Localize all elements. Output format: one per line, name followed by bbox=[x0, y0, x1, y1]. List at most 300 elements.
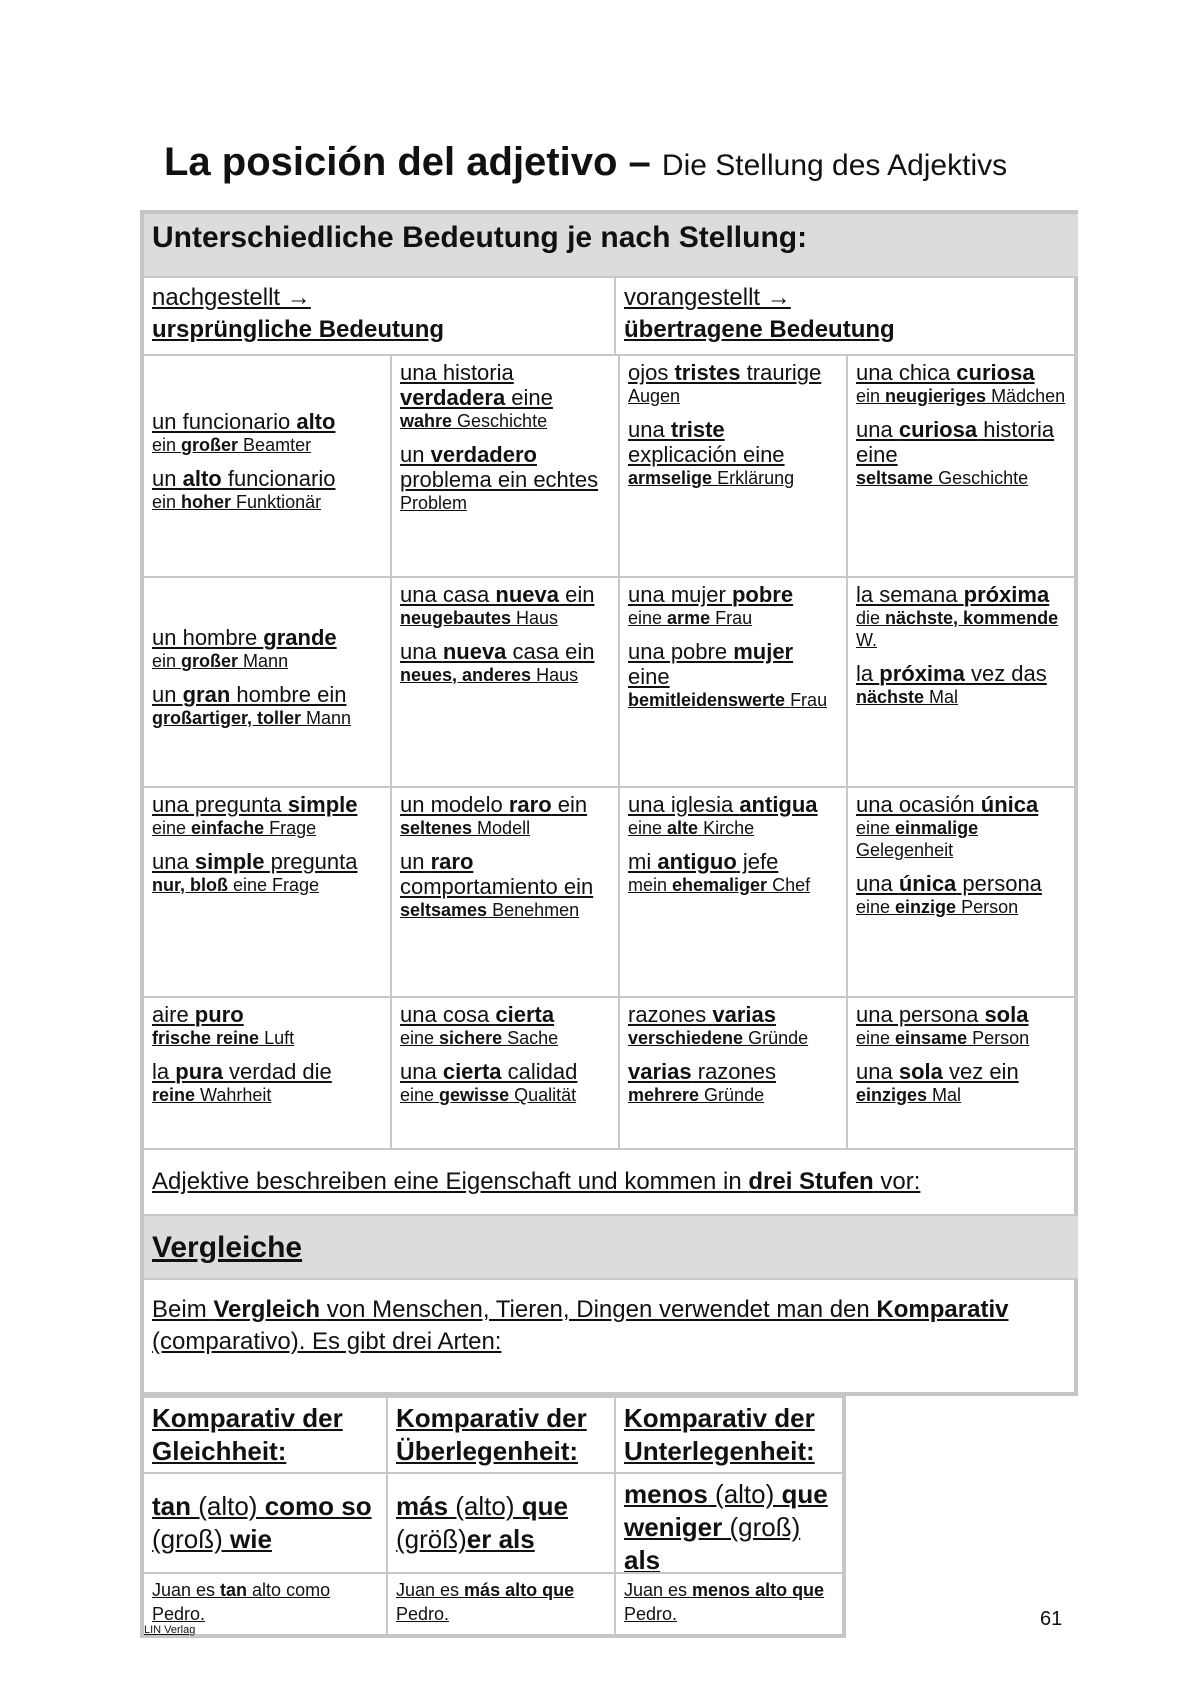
spanish-phrase-part: simple bbox=[287, 792, 358, 817]
spanish-phrase-part: tristes bbox=[674, 360, 741, 385]
german-translation bbox=[400, 899, 610, 921]
spanish-phrase-part: persona bbox=[956, 871, 1042, 896]
german-translation-part: verschiedene bbox=[628, 1028, 744, 1048]
german-translation bbox=[856, 896, 1070, 918]
example-cell-content bbox=[152, 360, 382, 572]
spanish-phrase-part: razones bbox=[628, 1002, 713, 1027]
german-translation-part: Funktionär bbox=[231, 492, 322, 512]
german-translation-part: Geschichte bbox=[452, 411, 548, 431]
example-part: Pedro. bbox=[624, 1604, 678, 1624]
spanish-phrase bbox=[400, 582, 610, 607]
komparativ-example bbox=[386, 1572, 614, 1634]
example-entry bbox=[628, 1002, 838, 1049]
german-translation-part: Frau bbox=[785, 690, 828, 710]
spanish-phrase bbox=[400, 442, 610, 492]
formula-part: más bbox=[396, 1491, 449, 1521]
example-cell-content bbox=[628, 582, 838, 711]
spanish-phrase-part: la bbox=[856, 661, 880, 686]
spanish-phrase bbox=[400, 1059, 610, 1084]
intro-pre: Beim bbox=[152, 1296, 214, 1323]
section-heading bbox=[144, 214, 1078, 276]
german-translation-part: seltsame bbox=[856, 468, 934, 488]
spanish-phrase-part: hombre ein bbox=[230, 682, 347, 707]
german-translation-part: Problem bbox=[400, 493, 468, 513]
spanish-phrase-part: próxima bbox=[963, 582, 1050, 607]
german-translation-part: eine bbox=[628, 608, 668, 628]
example-cell bbox=[144, 996, 390, 1148]
spanish-phrase bbox=[628, 792, 838, 817]
vergleiche-intro-text bbox=[152, 1284, 1070, 1358]
german-translation-part: einmalige bbox=[895, 818, 979, 838]
spanish-phrase-part: cierta bbox=[442, 1059, 502, 1084]
example-entry bbox=[152, 849, 382, 896]
german-translation bbox=[152, 1027, 382, 1049]
spanish-phrase bbox=[628, 417, 838, 467]
example-cell-content bbox=[628, 360, 838, 489]
formula-part: (alto) bbox=[191, 1491, 265, 1521]
vergleiche-intro bbox=[144, 1278, 1078, 1396]
german-translation-part: die bbox=[856, 608, 886, 628]
german-translation bbox=[628, 607, 838, 629]
german-translation-part: nur, bloß bbox=[152, 875, 228, 895]
spanish-phrase-part: verdadera bbox=[400, 385, 506, 410]
spanish-phrase-part: única bbox=[980, 792, 1039, 817]
adjektive-bold: drei Stufen bbox=[748, 1168, 874, 1195]
example-entry bbox=[856, 871, 1070, 918]
german-translation-part: ehemaliger bbox=[672, 875, 768, 895]
spanish-phrase-part: problema ein bbox=[400, 467, 534, 492]
spanish-phrase bbox=[400, 639, 610, 664]
spanish-phrase-part: gran bbox=[182, 682, 231, 707]
spanish-phrase-part: calidad bbox=[501, 1059, 578, 1084]
spanish-phrase-part: una casa bbox=[400, 582, 496, 607]
adjective-table bbox=[140, 210, 1078, 1396]
spanish-phrase-part: un bbox=[152, 682, 183, 707]
spanish-phrase bbox=[152, 849, 382, 874]
example-entry bbox=[400, 792, 610, 839]
col-head-left-line1: nachgestellt → bbox=[152, 284, 311, 311]
example-cell-content bbox=[152, 582, 382, 782]
spanish-phrase bbox=[400, 792, 610, 817]
spanish-phrase-part: curiosa bbox=[898, 417, 978, 442]
german-translation-part: mehrere bbox=[628, 1085, 700, 1105]
spanish-phrase-part: un bbox=[400, 442, 431, 467]
komparativ-head bbox=[140, 1396, 386, 1472]
spanish-phrase-part: ojos bbox=[628, 360, 675, 385]
spanish-phrase bbox=[628, 1002, 838, 1027]
example-cell-content bbox=[152, 792, 382, 896]
spanish-phrase-part: una ocasión bbox=[856, 792, 981, 817]
col-head-left bbox=[144, 276, 614, 354]
spanish-phrase-part: un modelo bbox=[400, 792, 509, 817]
german-translation-part: wahre bbox=[400, 411, 453, 431]
example-cell bbox=[618, 996, 846, 1148]
example-entry bbox=[628, 792, 838, 839]
spanish-phrase bbox=[152, 682, 382, 707]
spanish-phrase-part: razones bbox=[691, 1059, 777, 1084]
german-translation-part: Beamter bbox=[238, 435, 312, 455]
example-entry bbox=[628, 360, 838, 407]
german-translation-part: Gründe bbox=[743, 1028, 809, 1048]
german-translation-part: einziges bbox=[856, 1085, 928, 1105]
page-number: 61 bbox=[1040, 1608, 1063, 1630]
example-entry bbox=[152, 792, 382, 839]
formula-part: que weniger bbox=[624, 1479, 828, 1542]
intro-bold2: Komparativ bbox=[876, 1296, 1009, 1323]
komparativ-example-text bbox=[396, 1578, 606, 1626]
german-translation-part: Frage bbox=[264, 818, 317, 838]
komparativ-formula-text bbox=[152, 1478, 378, 1556]
german-translation bbox=[856, 1027, 1070, 1049]
spanish-phrase bbox=[400, 849, 610, 899]
spanish-phrase-part: un hombre bbox=[152, 625, 264, 650]
col-head-right-line2: übertragene Bedeutung bbox=[624, 316, 895, 343]
spanish-phrase-part: un bbox=[400, 849, 431, 874]
formula-part: so bbox=[334, 1491, 372, 1521]
example-cell-content bbox=[856, 1002, 1070, 1106]
german-translation-part: großer bbox=[181, 435, 239, 455]
komparativ-formula bbox=[614, 1472, 842, 1572]
spanish-phrase-part: sola bbox=[984, 1002, 1029, 1027]
komparativ-formula-text bbox=[396, 1478, 606, 1556]
spanish-phrase-part: curiosa bbox=[956, 360, 1035, 385]
german-translation-part: gewisse bbox=[439, 1085, 510, 1105]
german-translation-part: sichere bbox=[439, 1028, 503, 1048]
german-translation bbox=[400, 492, 610, 514]
example-entry bbox=[400, 639, 610, 686]
spanish-phrase-part: varias bbox=[628, 1059, 692, 1084]
german-translation bbox=[856, 1084, 1070, 1106]
formula-part: como bbox=[264, 1491, 335, 1521]
example-entry bbox=[152, 1059, 382, 1106]
spanish-phrase-part: simple bbox=[194, 849, 265, 874]
spanish-phrase-part: explicación eine bbox=[628, 442, 785, 467]
german-translation-part: Frau bbox=[710, 608, 753, 628]
intro-bold1: Vergleich bbox=[213, 1296, 321, 1323]
german-translation-part: eine bbox=[400, 1085, 440, 1105]
german-translation bbox=[856, 686, 1070, 708]
german-translation-part: Gelegenheit bbox=[856, 840, 954, 860]
example-part: menos alto que bbox=[692, 1580, 825, 1600]
german-translation bbox=[628, 385, 838, 407]
spanish-phrase-part: una pregunta bbox=[152, 792, 288, 817]
col-head-right-line1: vorangestellt → bbox=[624, 284, 791, 311]
german-translation bbox=[400, 1027, 610, 1049]
spanish-phrase bbox=[152, 625, 382, 650]
intro-post: (comparativo). Es gibt drei Arten: bbox=[152, 1328, 502, 1355]
german-translation-part: eine bbox=[628, 818, 668, 838]
german-translation bbox=[152, 817, 382, 839]
example-entry bbox=[856, 417, 1070, 489]
example-cell bbox=[618, 354, 846, 576]
title-main: La posición del adjetivo bbox=[164, 140, 618, 184]
vergleiche-heading-text: Vergleiche bbox=[152, 1231, 303, 1264]
example-cell bbox=[846, 576, 1078, 786]
formula-part: (alto) bbox=[707, 1479, 782, 1509]
german-translation bbox=[400, 817, 610, 839]
spanish-phrase-part: cierta bbox=[495, 1002, 555, 1027]
adjektive-pre: Adjektive beschreiben eine Eigenschaft und kommen in bbox=[152, 1168, 749, 1195]
formula-part: wie bbox=[230, 1524, 272, 1554]
spanish-phrase bbox=[628, 639, 838, 689]
spanish-phrase-part: una cosa bbox=[400, 1002, 496, 1027]
spanish-phrase-part: un bbox=[152, 466, 183, 491]
spanish-phrase-part: una bbox=[856, 1059, 899, 1084]
german-translation-part: Haus bbox=[531, 665, 579, 685]
spanish-phrase-part: funcionario bbox=[221, 466, 336, 491]
spanish-phrase-part: una mujer bbox=[628, 582, 732, 607]
spanish-phrase-part: pura bbox=[175, 1059, 223, 1084]
spanish-phrase-part: pobre bbox=[731, 582, 794, 607]
german-translation-part: Person bbox=[956, 897, 1019, 917]
spanish-phrase-part: una historia bbox=[400, 360, 514, 385]
spanish-phrase-part: una bbox=[856, 871, 899, 896]
spanish-phrase-part: verdad die bbox=[222, 1059, 332, 1084]
example-cell bbox=[618, 786, 846, 996]
spanish-phrase bbox=[856, 582, 1070, 607]
komparativ-formula bbox=[386, 1472, 614, 1572]
spanish-phrase bbox=[628, 849, 838, 874]
german-translation-part: Wahrheit bbox=[195, 1085, 272, 1105]
spanish-phrase-part: eine bbox=[505, 385, 553, 410]
example-entry bbox=[856, 1059, 1070, 1106]
intro-mid: von Menschen, Tieren, Dingen verwendet man den bbox=[320, 1296, 877, 1323]
spanish-phrase-part: puro bbox=[194, 1002, 244, 1027]
german-translation-part: alte bbox=[667, 818, 699, 838]
example-part: Juan es bbox=[396, 1580, 465, 1600]
komparativ-head-text: Komparativ der Gleichheit: bbox=[152, 1403, 343, 1466]
title-sub: Die Stellung des Adjektivs bbox=[661, 149, 1008, 182]
german-translation bbox=[628, 1084, 838, 1106]
german-translation-part: einzige bbox=[895, 897, 957, 917]
german-translation-part: Person bbox=[967, 1028, 1030, 1048]
german-translation-part: eine bbox=[856, 897, 896, 917]
spanish-phrase-part: comportamiento ein bbox=[400, 874, 594, 899]
example-cell bbox=[144, 576, 390, 786]
german-translation-part: seltenes bbox=[400, 818, 473, 838]
formula-part: als bbox=[624, 1545, 661, 1572]
spanish-phrase-part: una pobre bbox=[628, 639, 734, 664]
spanish-phrase bbox=[856, 1059, 1070, 1084]
example-entry bbox=[628, 417, 838, 489]
spanish-phrase bbox=[152, 409, 382, 434]
spanish-phrase-part: varias bbox=[712, 1002, 777, 1027]
komparativ-formula-text bbox=[624, 1478, 834, 1572]
formula-part: (alto) bbox=[448, 1491, 522, 1521]
formula-part: (größ) bbox=[396, 1524, 467, 1554]
example-cell bbox=[390, 786, 618, 996]
example-cell-content bbox=[400, 582, 610, 686]
german-translation-part: Mann bbox=[238, 651, 289, 671]
komparativ-head-text: Komparativ der Überlegenheit: bbox=[396, 1403, 587, 1466]
example-cell-content bbox=[628, 1002, 838, 1106]
spanish-phrase-part: alto bbox=[182, 466, 222, 491]
example-entry bbox=[152, 466, 382, 513]
formula-part: er als bbox=[466, 1524, 535, 1554]
example-part: más alto que bbox=[464, 1580, 575, 1600]
example-entry bbox=[400, 1059, 610, 1106]
example-entry bbox=[152, 625, 382, 672]
example-cell-content bbox=[400, 360, 610, 514]
german-translation bbox=[628, 689, 838, 711]
example-entry bbox=[856, 360, 1070, 407]
spanish-phrase-part: vez das bbox=[964, 661, 1047, 686]
example-cell bbox=[390, 996, 618, 1148]
german-translation-part: Modell bbox=[472, 818, 531, 838]
example-entry bbox=[628, 849, 838, 896]
german-translation bbox=[400, 607, 610, 629]
german-translation-part: eine Frage bbox=[228, 875, 320, 895]
example-entry bbox=[856, 1002, 1070, 1049]
german-translation-part: Kirche bbox=[698, 818, 755, 838]
german-translation-part: Gründe bbox=[699, 1085, 765, 1105]
example-cell bbox=[390, 354, 618, 576]
german-translation-part: Mal bbox=[927, 1085, 962, 1105]
title-dash: – bbox=[628, 140, 651, 184]
formula-part: tan bbox=[152, 1491, 191, 1521]
example-entry bbox=[628, 1059, 838, 1106]
german-translation-part: großer bbox=[181, 651, 239, 671]
formula-part: que bbox=[521, 1491, 568, 1521]
example-cell-content bbox=[856, 582, 1070, 708]
german-translation bbox=[152, 650, 382, 672]
german-translation bbox=[856, 467, 1070, 489]
german-translation-part: großartiger, toller bbox=[152, 708, 302, 728]
example-part: alto como Pedro. bbox=[152, 1580, 331, 1624]
example-cell bbox=[846, 354, 1078, 576]
german-translation bbox=[628, 817, 838, 839]
example-cell bbox=[390, 576, 618, 786]
german-translation-part: ein bbox=[152, 492, 182, 512]
spanish-phrase-part: pregunta bbox=[264, 849, 358, 874]
spanish-phrase bbox=[400, 360, 610, 410]
spanish-phrase-part: una persona bbox=[856, 1002, 985, 1027]
spanish-phrase-part: aire bbox=[152, 1002, 195, 1027]
spanish-phrase bbox=[856, 661, 1070, 686]
spanish-phrase-part: una iglesia bbox=[628, 792, 740, 817]
spanish-phrase-part: una bbox=[856, 417, 899, 442]
spanish-phrase bbox=[856, 360, 1070, 385]
example-cell-content bbox=[856, 792, 1070, 918]
example-entry bbox=[152, 682, 382, 729]
example-cell-content bbox=[400, 1002, 610, 1106]
example-entry bbox=[856, 792, 1070, 861]
example-entry bbox=[400, 1002, 610, 1049]
spanish-phrase-part: antigua bbox=[739, 792, 818, 817]
german-translation-part: neugebautes bbox=[400, 608, 512, 628]
spanish-phrase-part: una chica bbox=[856, 360, 957, 385]
spanish-phrase-part: nueva bbox=[495, 582, 559, 607]
spanish-phrase-part: una bbox=[152, 849, 195, 874]
page-title bbox=[164, 140, 1007, 185]
spanish-phrase-part: jefe bbox=[736, 849, 779, 874]
example-cell bbox=[618, 576, 846, 786]
german-translation-part: einsame bbox=[895, 1028, 968, 1048]
example-cell-content bbox=[400, 792, 610, 921]
german-translation bbox=[856, 385, 1070, 407]
german-translation-part: ein bbox=[152, 651, 182, 671]
example-entry bbox=[152, 409, 382, 456]
example-entry bbox=[400, 442, 610, 514]
section-heading-text: Unterschiedliche Bedeutung je nach Stellung: bbox=[152, 221, 808, 254]
german-translation bbox=[152, 1084, 382, 1106]
spanish-phrase-part: historia eine bbox=[856, 417, 1055, 467]
komparativ-formula bbox=[140, 1472, 386, 1572]
german-translation bbox=[628, 1027, 838, 1049]
example-cell bbox=[846, 786, 1078, 996]
german-translation-part: armselige bbox=[628, 468, 713, 488]
spanish-phrase-part: una bbox=[400, 1059, 443, 1084]
spanish-phrase bbox=[856, 1002, 1070, 1027]
german-translation bbox=[152, 434, 382, 456]
spanish-phrase-part: sola bbox=[898, 1059, 943, 1084]
spanish-phrase-part: traurige bbox=[740, 360, 822, 385]
german-translation-part: eine bbox=[856, 1028, 896, 1048]
german-translation bbox=[152, 707, 382, 729]
spanish-phrase bbox=[856, 871, 1070, 896]
german-translation-part: reine bbox=[152, 1085, 196, 1105]
example-cell-content bbox=[856, 360, 1070, 489]
german-translation-part: eine bbox=[400, 1028, 440, 1048]
example-part: Juan es bbox=[152, 1580, 221, 1600]
spanish-phrase-part: próxima bbox=[879, 661, 965, 686]
spanish-phrase-part: verdadero bbox=[430, 442, 537, 467]
spanish-phrase-part: una bbox=[400, 639, 443, 664]
german-translation-part: eine bbox=[152, 818, 192, 838]
spanish-phrase-part: un funcionario bbox=[152, 409, 297, 434]
german-translation-part: ein bbox=[152, 435, 182, 455]
komparativ-example-text bbox=[624, 1578, 834, 1626]
example-cell-content bbox=[152, 1002, 382, 1106]
spanish-phrase-part: echtes bbox=[533, 467, 599, 492]
komparativ-example bbox=[140, 1572, 386, 1634]
spanish-phrase-part: triste bbox=[670, 417, 725, 442]
german-translation-part: bemitleidenswerte bbox=[628, 690, 786, 710]
german-translation-part: seltsames bbox=[400, 900, 488, 920]
german-translation-part: eine bbox=[856, 818, 896, 838]
spanish-phrase bbox=[628, 582, 838, 607]
spanish-phrase-part: grande bbox=[263, 625, 337, 650]
spanish-phrase bbox=[400, 1002, 610, 1027]
formula-part: (groß) bbox=[152, 1524, 230, 1554]
german-translation-part: hoher bbox=[181, 492, 232, 512]
german-translation bbox=[628, 467, 838, 489]
german-translation-part: nächste, kommende bbox=[885, 608, 1059, 628]
german-translation-part: W. bbox=[856, 630, 877, 650]
example-cell bbox=[144, 786, 390, 996]
example-entry bbox=[400, 849, 610, 921]
example-part: tan bbox=[220, 1580, 248, 1600]
german-translation-part: Chef bbox=[767, 875, 811, 895]
german-translation bbox=[628, 874, 838, 896]
komparativ-head bbox=[614, 1396, 842, 1472]
example-cell bbox=[846, 996, 1078, 1148]
komparativ-head bbox=[386, 1396, 614, 1472]
example-entry bbox=[628, 639, 838, 711]
german-translation-part: Benehmen bbox=[487, 900, 580, 920]
spanish-phrase-part: mujer bbox=[733, 639, 794, 664]
german-translation-part: mein bbox=[628, 875, 673, 895]
spanish-phrase-part: la semana bbox=[856, 582, 964, 607]
german-translation-part: Geschichte bbox=[933, 468, 1029, 488]
komparativ-example bbox=[614, 1572, 842, 1634]
spanish-phrase bbox=[856, 792, 1070, 817]
spanish-phrase-part: raro bbox=[430, 849, 474, 874]
german-translation-part: Haus bbox=[511, 608, 559, 628]
german-translation bbox=[400, 1084, 610, 1106]
example-entry bbox=[400, 360, 610, 432]
german-translation-part: Erklärung bbox=[712, 468, 795, 488]
